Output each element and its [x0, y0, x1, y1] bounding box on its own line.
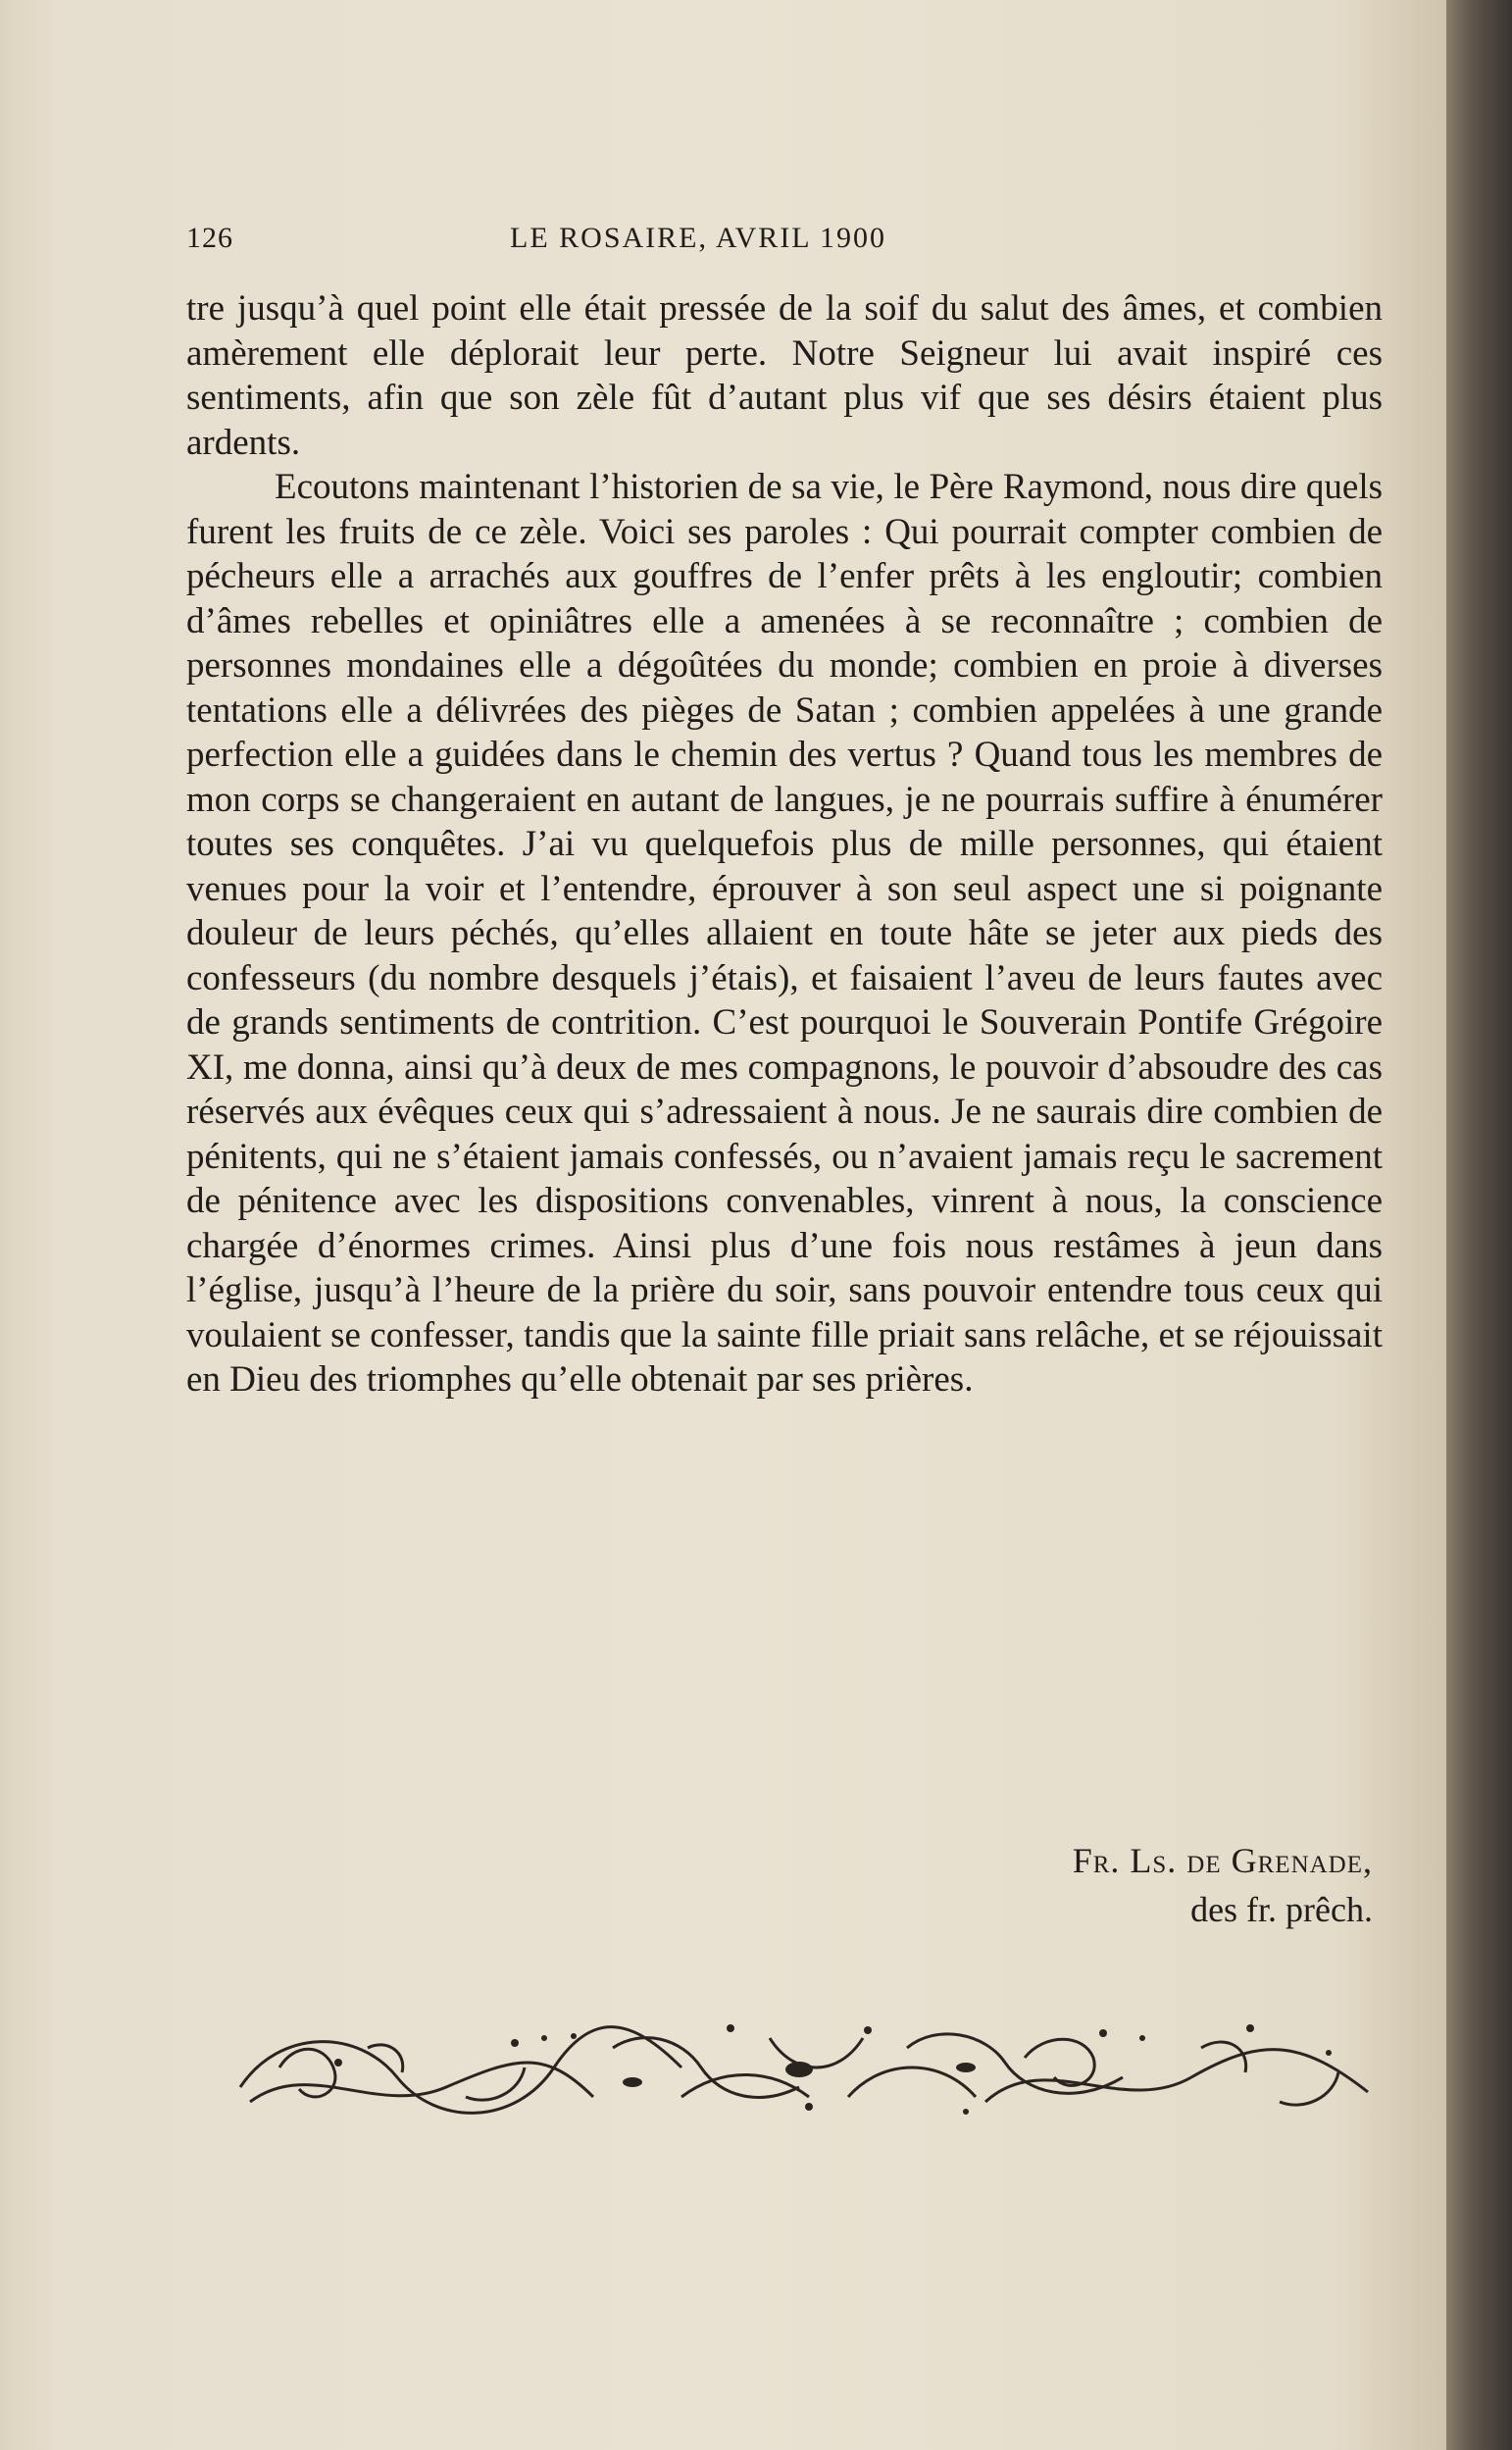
running-title: LE ROSAIRE, AVRIL 1900 — [510, 222, 887, 254]
paragraph: tre jusqu’à quel point elle était pressée de la soif du salut des âmes, et combien amèrement elle déplorait leur perte. Notre Seigneur lui avait inspiré ces sentiments, afin que son zèle fût d’autant plus vif que ses désirs étaient plus ardents. — [186, 288, 1383, 463]
paragraph: Ecoutons maintenant l’historien de sa vie, le Père Raymond, nous dire quels furent les fruits de ce zèle. Voici ses paroles : Qui pourrait compter combien de pécheurs elle a arrachés aux gouffres de l’enfer prêts à les engloutir; combien d’âmes rebelles et opiniâtres elle a amenées à se reconnaître ; combien de personnes mondaines elle a dégoûtées du monde; combien en proie à diverses tentations elle a délivrées des pièges de Satan ; combien appelées à une grande perfection elle a guidées dans le chemin des vertus ? Quand tous les membres de mon corps se changeraient en autant de langues, je ne pourrais suffire à énumérer toutes ses conquêtes. J’ai vu quelquefois plus de mille personnes, qui étaient venues pour la voir et l’entendre, éprouver à son seul aspect une si poignante douleur de leurs péchés, qu’elles allaient en toute hâte se jeter aux pieds des confesseurs (du nombre desquels j’étais), et faisaient l’aveu de leurs fautes avec de grands sentiments de contrition. C’est pourquoi le Souverain Pontife Grégoire XI, me donna, ainsi qu’à deux de mes compagnons, le pouvoir d’absoudre des cas réservés aux évêques ceux qui s’adressaient à nous. Je ne saurais dire combien de pénitents, qui ne s’étaient jamais confessés, ou n’avaient jamais reçu le sacrement de pénitence avec les dispositions convenables, vinrent à nous, la conscience chargée d’énormes crimes. Ainsi plus d’une fois nous restâmes à jeun dans l’église, jusqu’à l’heure de la prière du soir, sans pouvoir entendre tous ceux qui voulaient se confesser, tandis que la sainte fille priait sans relâche, et se réjouissait en Dieu des triomphes qu’elle obtenait par ses prières. — [186, 467, 1383, 1400]
author-order: des fr. prêch. — [1190, 1890, 1373, 1929]
floral-tailpiece-ornament-icon — [221, 2009, 1387, 2132]
running-header — [186, 222, 1392, 265]
author-name: Fr. Ls. de Grenade, — [1072, 1841, 1373, 1880]
article-body — [186, 286, 1383, 1403]
author-signature — [794, 1836, 1373, 1934]
book-gutter — [1446, 0, 1512, 2450]
page-number: 126 — [186, 222, 233, 254]
